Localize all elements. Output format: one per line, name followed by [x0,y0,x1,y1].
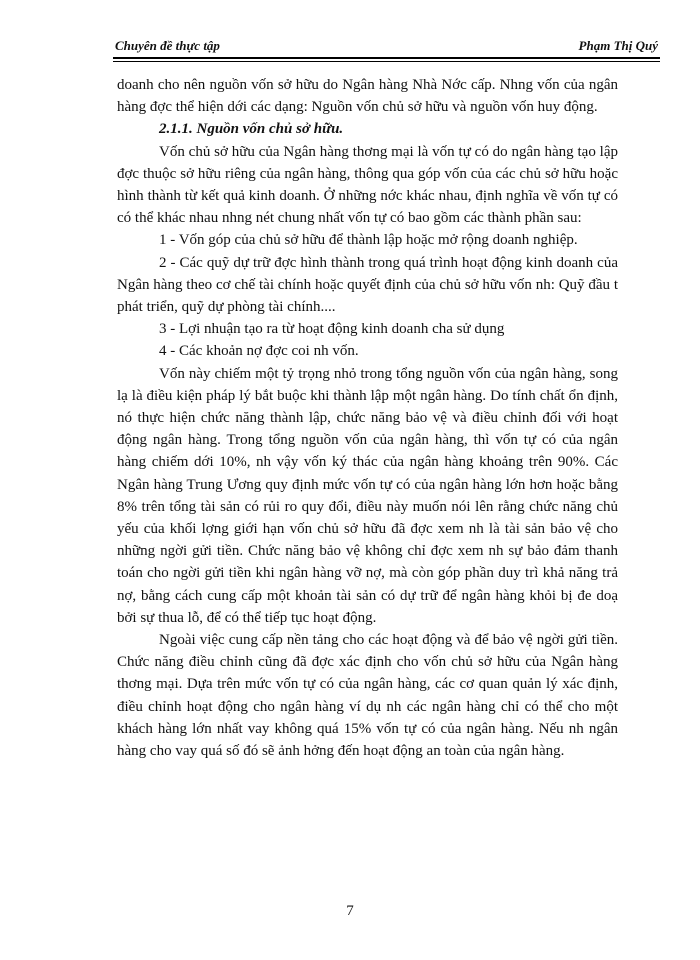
header-title: Chuyên đề thực tập [115,38,220,53]
list-item-1: 1 - Vốn góp của chủ sở hữu để thành lập hoặc mở rộng doanh nghiệp. [159,232,578,249]
paragraph-definition: Vốn chủ sở hữu của Ngân hàng thơng mại là vốn tự có do ngân hàng tạo lập đợc thuộc sở hữu riêng của ngân hàng, thông qua góp vốn của các chủ sở hữu hoặc hình thành từ kết quả kinh doanh. Ở những nớc khác nhau, định nghĩa về vốn tự có có thể khác nhau nhng nét chung nhất vốn tự có bao gồm các thành phần sau: [117,143,618,227]
list-item-3: 3 - Lợi nhuận tạo ra từ hoạt động kinh doanh cha sử dụng [159,321,505,338]
page-number: 7 [346,903,354,919]
paragraph-intro: doanh cho nên nguồn vốn sở hữu do Ngân hàng Nhà Nớc cấp. Nhng vốn của ngân hàng đợc thể hiện dới các dạng: Nguồn vốn chủ sở hữu và nguồn vốn huy động. [117,77,618,116]
list-item-2: 2 - Các quỹ dự trữ đợc hình thành trong quá trình hoạt động kinh doanh của Ngân hàng theo cơ chế tài chính hoặc quyết định của chủ sở hữu vốn nh: Quỹ đầu t phát triển, quỹ dự phòng tài chính.... [117,254,618,316]
header-rule-thin [113,61,660,62]
page-header [113,36,660,58]
section-heading: 2.1.1. Nguồn vốn chủ sở hữu. [159,121,344,138]
paragraph-capital-role: Vốn này chiếm một tỷ trọng nhỏ trong tổng nguồn vốn của ngân hàng, song lạ là điều kiện pháp lý bắt buộc khi thành lập một ngân hàng. Do tính chất ổn định, nó thực hiện chức năng thành lập, chức năng bảo vệ và điều chỉnh đối với hoạt động ngân hàng. Trong tổng nguồn vốn của ngân hàng, thì vốn tự có của ngân hàng chiếm dới 10%, nh vậy vốn ký thác của ngân hàng khoảng trên 90%. Các Ngân hàng Trung Ương quy định mức vốn tự có của ngân hàng lớn hơn hoặc bằng 8% trên tổng tài sản có rủi ro quy đổi, điều này muốn nói lên rằng chức năng chủ yếu của khối lợng giới hạn vốn chủ sở hữu đã đợc xem nh là tài sản bảo vệ cho những ngời gửi tiền. Chức năng bảo vệ không chỉ đợc xem nh sự bảo đảm thanh toán cho ngời gửi tiền khi ngân hàng vỡ nợ, mà còn góp phần duy trì khả năng trả nợ, bằng cách cung cấp một khoản tài sản có dự trữ để ngân hàng khỏi bị đe doạ bởi sự thua lỗ, để có thể tiếp tục hoạt động. [117,365,618,626]
header-rule-thick [113,57,660,59]
list-item-4: 4 - Các khoản nợ đợc coi nh vốn. [159,343,359,360]
page-body [117,74,618,762]
header-author: Phạm Thị Quý [578,38,658,53]
paragraph-regulation: Ngoài việc cung cấp nền tảng cho các hoạt động và để bảo vệ ngời gửi tiền. Chức năng điều chỉnh cũng đã đợc xác định cho vốn chủ sở hữu của Ngân hàng thơng mại. Dựa trên mức vốn tự có của ngân hàng, các cơ quan quản lý xác định, điều chỉnh hoạt động cho ngân hàng ví dụ nh các ngân hàng chỉ có thể cho một khách hàng lớn nhất vay không quá 15% vốn tự có của ngân hàng. Nếu nh ngân hàng cho vay quá số đó sẽ ảnh hởng đến hoạt động an toàn của ngân hàng. [117,632,618,760]
